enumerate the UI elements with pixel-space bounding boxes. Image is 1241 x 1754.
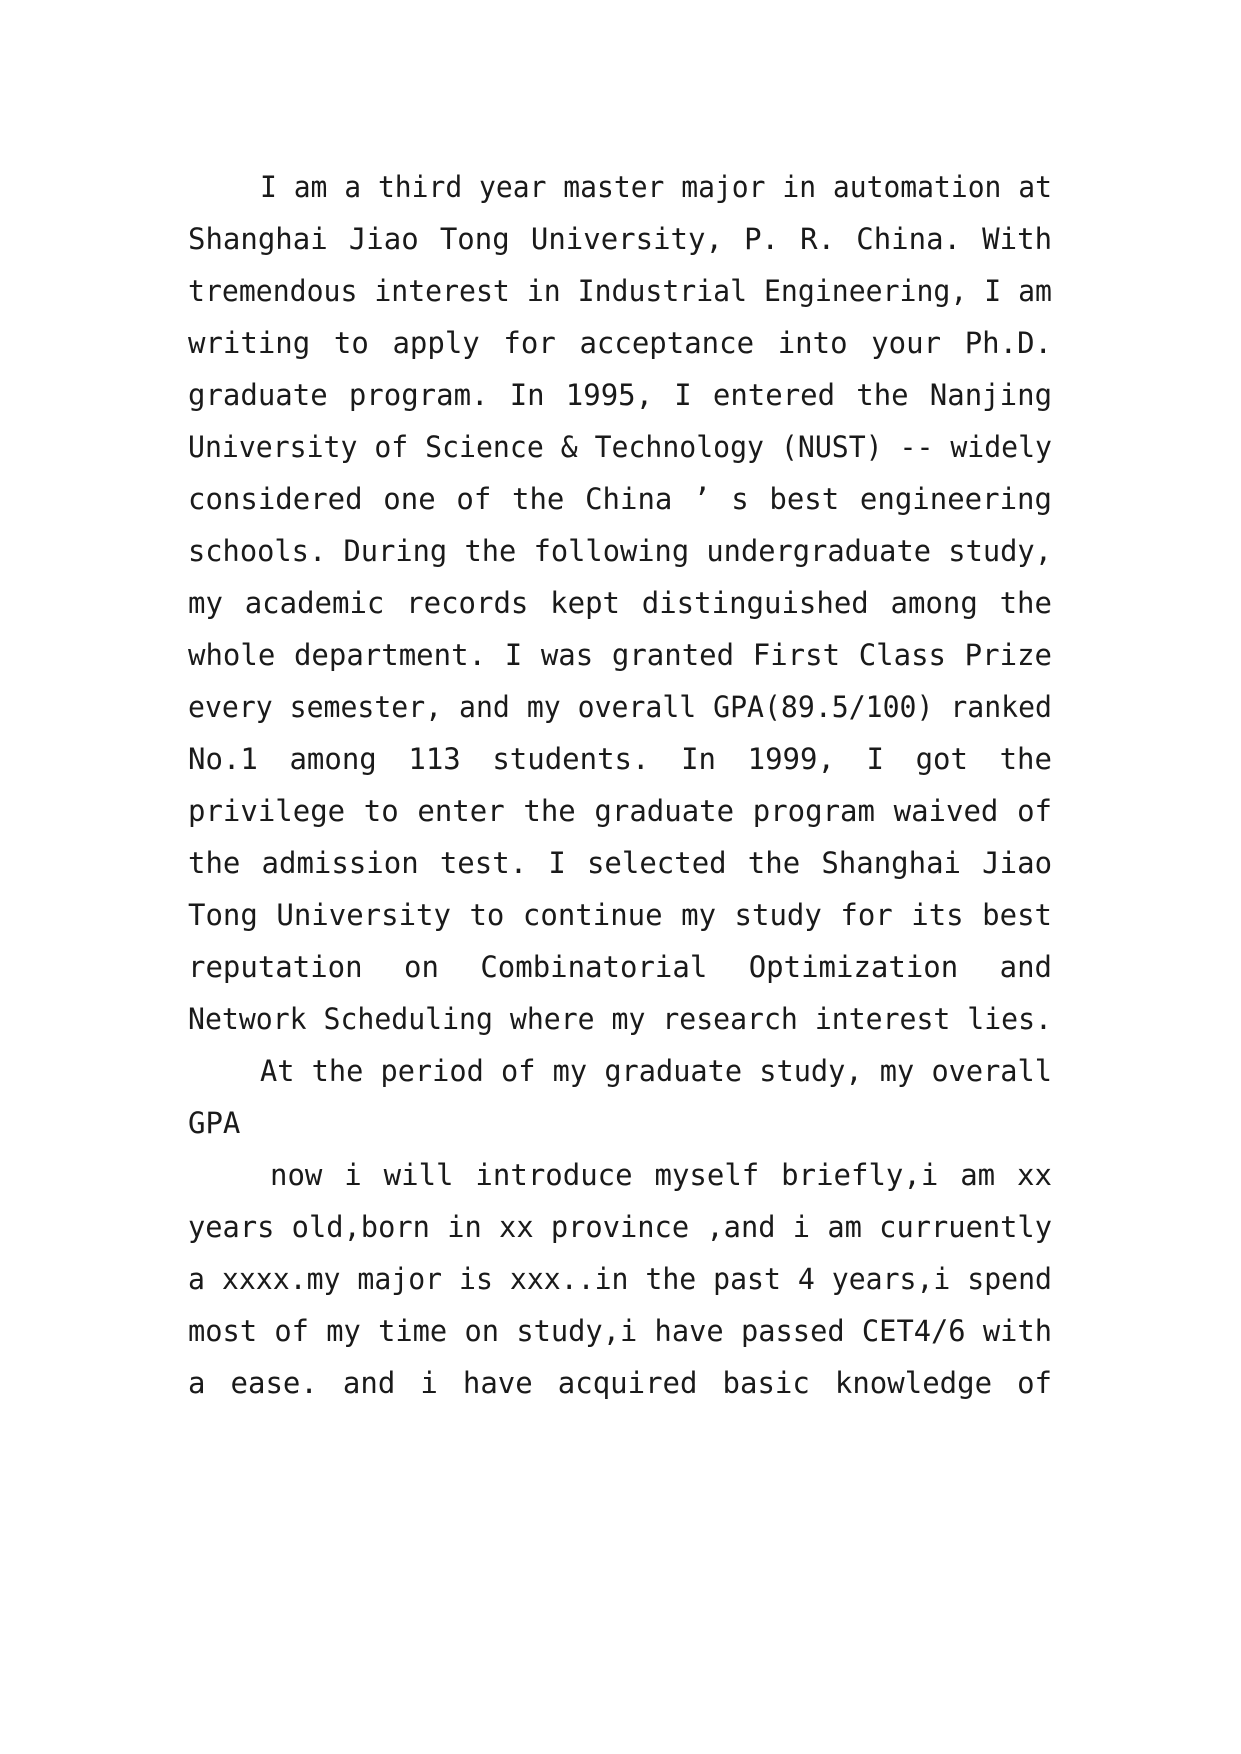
text-line: a ease. and i have acquired basic knowledge of — [188, 1366, 1053, 1400]
text-line: every semester, and my overall GPA(89.5/100) ranked — [188, 690, 1052, 724]
text-line: At the period of my graduate study, my overall — [259, 1054, 1052, 1088]
text-line: whole department. I was granted First Class Prize — [188, 638, 1052, 672]
text-line: my academic records kept distinguished among the — [188, 586, 1052, 620]
text-line: tremendous interest in Industrial Engineering, I am — [188, 274, 1052, 308]
text-line: I am a third year master major in automation at — [259, 170, 1052, 204]
text-line: reputation on Combinatorial Optimization and — [188, 950, 1053, 984]
text-line: privilege to enter the graduate program waived of — [188, 794, 1052, 828]
text-line: considered one of the China ’ s best engineering — [188, 482, 1052, 516]
text-line: schools. During the following undergraduate study, — [188, 534, 1052, 568]
text-line: writing to apply for acceptance into your Ph.D. — [188, 326, 1052, 360]
text-line: Shanghai Jiao Tong University, P. R. China. With — [188, 222, 1053, 256]
text-line: University of Science & Technology (NUST) -- widely — [188, 430, 1052, 464]
text-line: Tong University to continue my study for its best — [188, 898, 1052, 932]
text-line: graduate program. In 1995, I entered the Nanjing — [188, 378, 1053, 412]
text-line: Network Scheduling where my research interest lies. — [188, 1002, 1052, 1036]
text-line: most of my time on study,i have passed CET4/6 with — [188, 1314, 1052, 1348]
text-line: a xxxx.my major is xxx..in the past 4 years,i spend — [188, 1262, 1052, 1296]
text-line: GPA — [188, 1106, 241, 1140]
text-line: the admission test. I selected the Shanghai Jiao — [188, 846, 1053, 880]
text-line: now i will introduce myself briefly,i am xx — [270, 1158, 1052, 1192]
text-line: No.1 among 113 students. In 1999, I got the — [188, 742, 1052, 776]
text-line: years old,born in xx province ,and i am curruently — [188, 1210, 1052, 1244]
